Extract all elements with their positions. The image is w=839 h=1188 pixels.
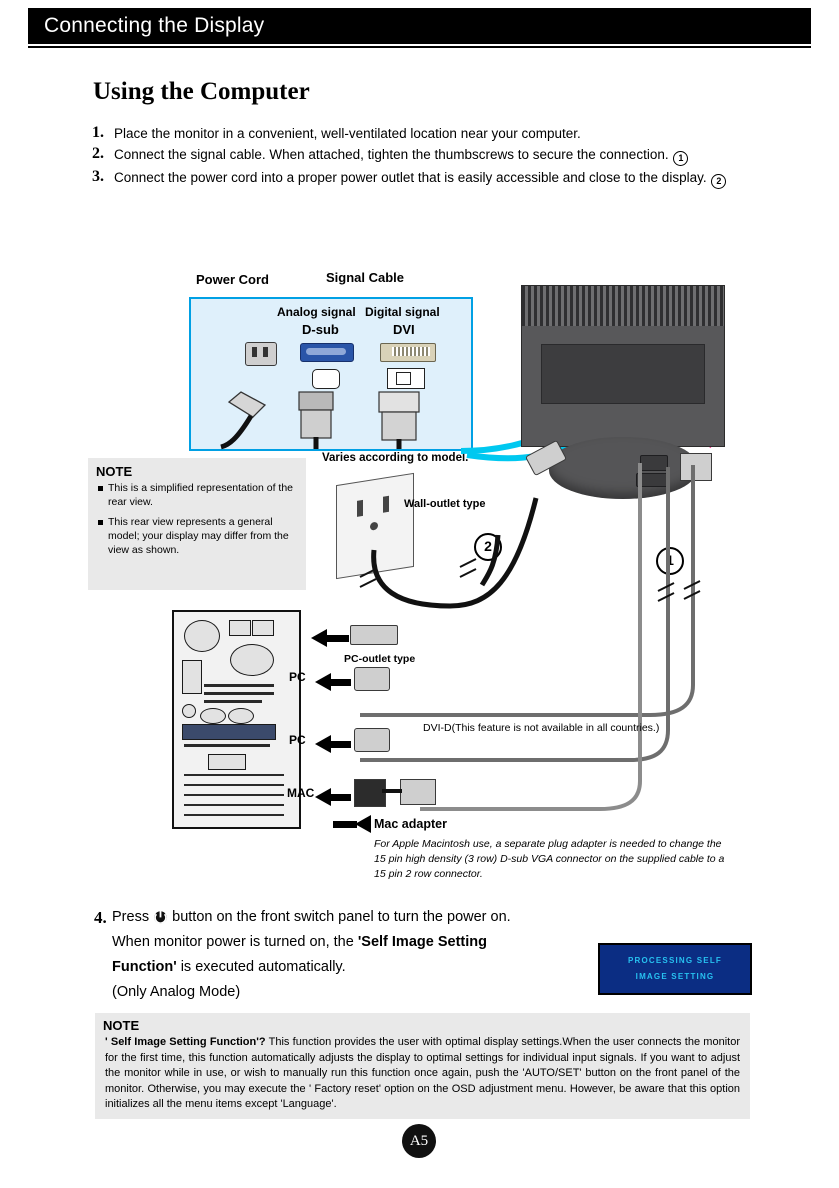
arrow-pc-outlet-bar <box>327 635 349 642</box>
monitor-rear <box>521 285 725 447</box>
step-number: 4. <box>94 908 107 927</box>
step-number: 3. <box>92 168 104 185</box>
step-number: 1. <box>92 124 104 141</box>
step-4-line-2 <box>112 930 632 955</box>
arrow-mac <box>315 788 331 806</box>
connection-diagram <box>0 255 839 900</box>
monitor-base <box>549 437 697 499</box>
step-text: Connect the power cord into a proper power outlet that is easily accessible and close to the display. <box>114 170 707 185</box>
arrow-pc-1 <box>315 673 331 691</box>
step-text: Connect the signal cable. When attached, tighten the thumbscrews to secure the connection. <box>114 147 669 162</box>
step-4-line-1 <box>112 905 632 930</box>
step-4-text-b: button on the front switch panel to turn the power on. <box>172 909 511 925</box>
note-body <box>105 1035 740 1113</box>
label-wall-outlet-type: Wall-outlet type <box>404 498 486 510</box>
monitor-signal-connector <box>680 453 712 481</box>
arrow-pc-outlet <box>311 629 327 647</box>
step-4 <box>94 905 632 1005</box>
monitor-rear-panel <box>541 344 705 404</box>
callout-marker-1: 1 <box>673 151 688 166</box>
note-box-rear-view <box>88 458 306 590</box>
pc-tower <box>172 610 301 829</box>
list-item <box>92 124 752 143</box>
page-header-bar <box>28 8 811 44</box>
note-text: This function provides the user with optimal display settings.When the user connects the monitor for the first time, this function automatically adjusts the display to optimal settings for individual input signals. If you want to adjust the monitor while in use, or wish to manually run this function once again, push the 'AUTO/SET' button on the front panel of the monitor. Otherwise, you may execute the ' Factory reset' option on the OSD adjustment menu. However, be aware that this option initializes all the menu items except 'Language'. <box>105 1036 740 1110</box>
label-signal-cable: Signal Cable <box>326 270 405 285</box>
note-title: NOTE <box>103 1018 140 1033</box>
step-4-text-d: is executed automatically. <box>180 959 346 975</box>
page-number: A5 <box>402 1124 436 1158</box>
label-power-cord: Power Cord <box>196 272 269 287</box>
mac-adapter-link <box>380 783 410 803</box>
list-item: This rear view represents a general model; your display may differ from the view as shown. <box>108 515 300 557</box>
step-4-line-4: (Only Analog Mode) <box>112 984 241 1000</box>
label-mac: MAC <box>287 786 315 800</box>
step-4-text-bold-2: Function' <box>112 959 177 975</box>
list-item <box>92 168 752 189</box>
step-4-text-a: Press <box>112 909 150 925</box>
callout-marker-2: 2 <box>711 174 726 189</box>
label-mac-adapter: Mac adapter <box>374 817 447 831</box>
label-analog-signal: Analog signal <box>277 305 356 319</box>
arrow-mac-bar <box>331 794 351 801</box>
label-pc-2: PC <box>289 733 306 747</box>
callout-2: 2 <box>474 533 502 561</box>
connector-cables <box>189 297 469 449</box>
dvi-plug-1 <box>354 667 390 691</box>
callout-1: 1 <box>656 547 684 575</box>
step-number: 2. <box>92 145 104 162</box>
monitor-vent <box>522 286 724 326</box>
step-list <box>92 124 752 191</box>
mac-adapter-note: For Apple Macintosh use, a separate plug adapter is needed to change the 15 pin high density (3 row) D-sub VGA connector on the supplied cable to a 15 pin 2 row connector. <box>374 838 725 880</box>
note-title: NOTE <box>96 464 133 479</box>
arrow-mac-adapter-bar <box>333 821 357 828</box>
arrow-pc-1-bar <box>331 679 351 686</box>
monitor-port-power <box>640 455 668 471</box>
note-box-self-image <box>95 1013 750 1119</box>
label-dsub: D-sub <box>302 322 339 337</box>
section-heading: Using the Computer <box>93 78 310 105</box>
list-item: This is a simplified representation of the rear view. <box>108 481 300 509</box>
label-pc-1: PC <box>289 670 306 684</box>
pc-outlet-plug <box>350 625 398 645</box>
step-4-text-bold-1: 'Self Image Setting <box>357 934 487 950</box>
arrow-mac-adapter <box>355 815 371 833</box>
processing-badge <box>598 943 752 995</box>
label-dvi: DVI <box>393 322 415 337</box>
arrow-pc-2 <box>315 735 331 753</box>
arrow-pc-2-bar <box>331 741 351 748</box>
page-title: Connecting the Display <box>44 14 265 37</box>
dsub-plug-2 <box>354 728 390 752</box>
badge-line-2: IMAGE SETTING <box>635 972 715 981</box>
step-4-line-3 <box>112 955 632 980</box>
header-divider <box>28 46 811 48</box>
list-item <box>92 145 752 166</box>
note-lead: ' Self Image Setting Function'? <box>105 1036 266 1048</box>
step-text: Place the monitor in a convenient, well-ventilated location near your computer. <box>114 126 581 141</box>
step-4-text-c: When monitor power is turned on, the <box>112 934 354 950</box>
label-varies-by-model: Varies according to model. <box>322 452 469 464</box>
label-digital-signal: Digital signal <box>365 305 440 319</box>
label-pc-outlet-type: PC-outlet type <box>344 653 416 665</box>
power-icon <box>153 908 168 923</box>
label-dvid-note: DVI-D(This feature is not available in all countries.) <box>423 722 660 734</box>
badge-line-1: PROCESSING SELF <box>627 956 722 965</box>
